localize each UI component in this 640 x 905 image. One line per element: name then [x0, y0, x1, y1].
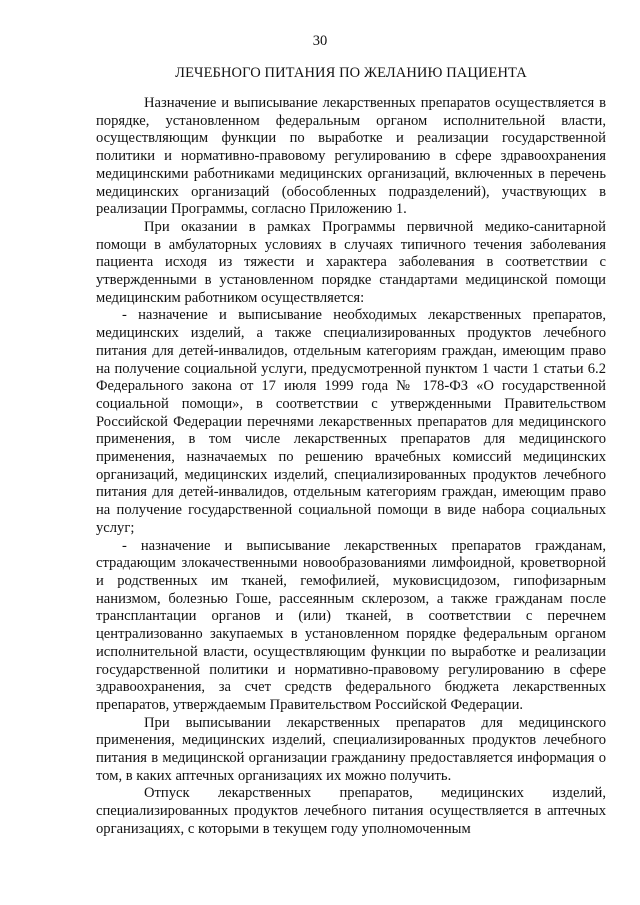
section-heading: ЛЕЧЕБНОГО ПИТАНИЯ ПО ЖЕЛАНИЮ ПАЦИЕНТА	[175, 65, 527, 81]
paragraph-prescription-order: Назначение и выписывание лекарственных препаратов осуществляется в порядке, установленном федеральным органом исполнительной власти, осуществляющим функции по выработке и реализации государственной политики и нормативно-правовому регулированию в сфере здравоохранения медицинскими работниками медицинских организаций, включенных в перечень медицинских организаций (обособленных подразделений), участвующих в реализации Программы, согласно Приложению 1.	[96, 95, 606, 218]
document-body	[96, 95, 606, 839]
list-item-prescription-social: - назначение и выписывание необходимых лекарственных препаратов, медицинских изделий, а также специализированных продуктов лечебного питания для детей-инвалидов, отдельным категориям граждан, имеющим право на получение социальной услуги, предусмотренной пунктом 1 части 1 статьи 6.2 Федерального закона от 17 июля 1999 года № 178-ФЗ «О государственной социальной помощи», в соответствии с утвержденными Правительством Российской Федерации перечнями лекарственных препаратов для медицинского применения, в том числе лекарственных препаратов для медицинского применения, назначаемых по решению врачебных комиссий медицинских организаций, медицинских изделий, специализированных продуктов лечебного питания для детей-инвалидов, отдельным категориям граждан, имеющим право на получение государственной социальной помощи в виде набора социальных услуг;	[96, 307, 606, 536]
paragraph-primary-care: При оказании в рамках Программы первичной медико-санитарной помощи в амбулаторных условиях в случаях типичного течения заболевания пациента исходя из тяжести и характера заболевания в соответствии с утвержденными в установленном порядке стандартами медицинской помощи медицинским работником осуществляется:	[96, 218, 606, 306]
paragraph-dispensing: Отпуск лекарственных препаратов, медицинских изделий, специализированных продуктов лечебного питания осуществляется в аптечных организациях, с которыми в текущем году уполномоченным	[96, 785, 606, 837]
list-item-prescription-oncology: - назначение и выписывание лекарственных препаратов гражданам, страдающим злокачественными новообразованиями лимфоидной, кроветворной и родственных им тканей, гемофилией, муковисцидозом, гипофизарным нанизмом, болезнью Гоше, рассеянным склерозом, а также гражданам после трансплантации органов и (или) тканей, в соответствии с перечнем централизованно закупаемых в установленном порядке федеральным органом исполнительной власти, осуществляющим функции по выработке и реализации государственной политики и нормативно-правовому регулированию в сфере здравоохранения, за счет средств федерального бюджета лекарственных препаратов, утверждаемым Правительством Российской Федерации.	[96, 537, 606, 713]
paragraph-pharmacy-info: При выписывании лекарственных препаратов для медицинского применения, медицинских изделий, специализированных продуктов лечебного питания в медицинской организации гражданину предоставляется информация о том, в каких аптечных организациях их можно получить.	[96, 714, 606, 784]
page-number: 30	[312, 33, 328, 49]
